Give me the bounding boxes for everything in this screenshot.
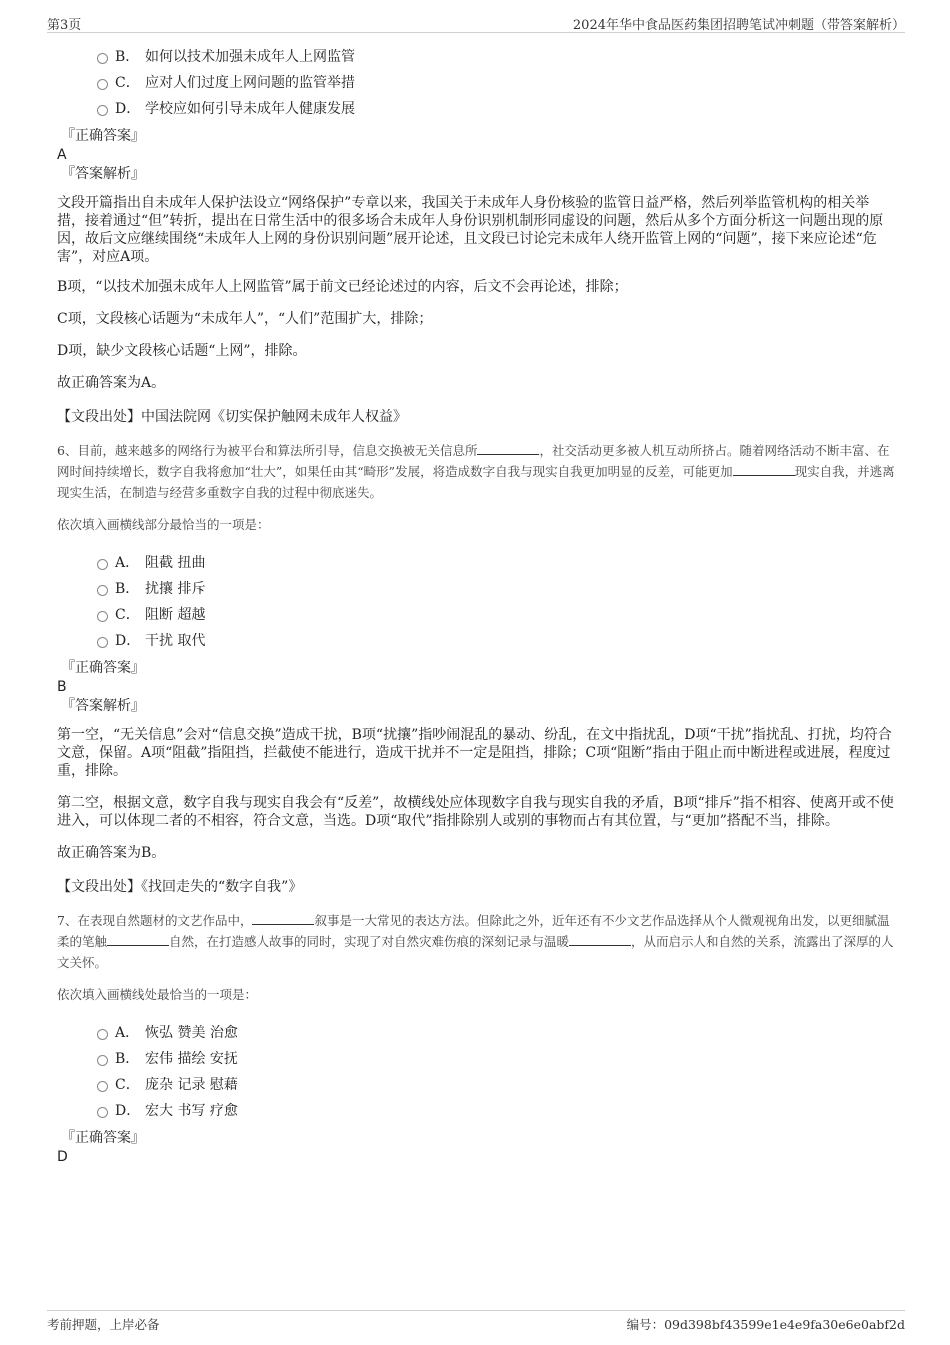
option-d[interactable]: D． 干扰 取代 xyxy=(57,628,897,654)
radio-icon[interactable] xyxy=(97,1029,108,1040)
page-footer xyxy=(47,1310,905,1335)
radio-icon[interactable] xyxy=(97,53,108,64)
fill-blank xyxy=(569,933,631,946)
radio-icon[interactable] xyxy=(97,105,108,116)
radio-icon[interactable] xyxy=(97,1055,108,1066)
radio-icon[interactable] xyxy=(97,1081,108,1092)
analysis-paragraph: B项，“以技术加强未成年人上网监管”属于前文已经论述过的内容，后文不会再论述，排除； xyxy=(57,279,628,295)
radio-icon[interactable] xyxy=(97,79,108,90)
option-d[interactable]: D． 宏大 书写 疗愈 xyxy=(57,1098,897,1124)
radio-icon[interactable] xyxy=(97,637,108,648)
option-c[interactable]: C． 阻断 超越 xyxy=(57,602,897,628)
analysis-paragraph: 第一空，“无关信息”会对“信息交换”造成干扰，B项“扰攘”指吵闹混乱的暴动、纷乱，在文中指扰乱，D项“干扰”指扰乱、打扰，均符合文意，保留。A项“阻截”指阻挡，拦截使不能进行，造成干扰并不一定是阻挡，排除；C项“阻断”指由于阻止而中断进程或进展，程度过重，排除。 xyxy=(57,727,892,779)
footer-slogan: 考前押题，上岸必备 xyxy=(47,1317,160,1332)
fill-blank xyxy=(252,912,314,925)
fill-blank xyxy=(107,933,169,946)
answer-label: 『正确答案』 xyxy=(61,660,145,676)
fill-blank xyxy=(477,442,539,455)
fill-blank xyxy=(733,463,795,476)
page-header xyxy=(47,12,905,33)
radio-icon[interactable] xyxy=(97,611,108,622)
option-c[interactable]: C． 应对人们过度上网问题的监管举措 xyxy=(57,70,897,96)
radio-icon[interactable] xyxy=(97,559,108,570)
answer-value: B xyxy=(57,679,67,695)
analysis-label: 『答案解析』 xyxy=(61,166,145,182)
question-prompt: 依次填入画横线部分最恰当的一项是： xyxy=(57,517,270,532)
question-7-text: 7、在表现自然题材的文艺作品中， 叙事是一大常见的表达方法。但除此之外，近年还有不少文艺作品选择从个人微观视角出发，以更细腻温柔的笔触 自然，在打造感人故事的同时，实现了对自然灾难伤痕的深刻记录与温暖 ，从而启示人和自然的关系，流露出了深厚的人文关怀。 xyxy=(57,913,894,970)
radio-icon[interactable] xyxy=(97,1107,108,1118)
analysis-conclusion: 故正确答案为A。 xyxy=(57,375,166,391)
answer-value: D xyxy=(57,1149,68,1165)
answer-label: 『正确答案』 xyxy=(61,128,145,144)
analysis-label: 『答案解析』 xyxy=(61,698,145,714)
option-d[interactable]: D． 学校应如何引导未成年人健康发展 xyxy=(57,96,897,122)
q5-options xyxy=(57,44,897,122)
option-b[interactable]: B． 如何以技术加强未成年人上网监管 xyxy=(57,44,897,70)
question-prompt: 依次填入画横线处最恰当的一项是： xyxy=(57,987,258,1002)
option-c[interactable]: C． 庞杂 记录 慰藉 xyxy=(57,1072,897,1098)
q6-options xyxy=(57,550,897,654)
option-a[interactable]: A． 恢弘 赞美 治愈 xyxy=(57,1020,897,1046)
answer-value: A xyxy=(57,147,67,163)
question-6-text: 6、目前，越来越多的网络行为被平台和算法所引导，信息交换被无关信息所 ，社交活动更多被人机互动所挤占。随着网络活动不断丰富、在网时间持续增长，数字自我将愈加“壮大”，如果任由其“畸形”发展，将造成数字自我与现实自我更加明显的反差，可能更加 现实自我，并逃离现实生活，在制造与经营多重数字自我的过程中彻底迷失。 xyxy=(57,443,895,500)
option-a[interactable]: A． 阻截 扭曲 xyxy=(57,550,897,576)
q7-options xyxy=(57,1020,897,1124)
source-citation: 【文段出处】《找回走失的“数字自我”》 xyxy=(57,879,303,895)
analysis-paragraph: C项，文段核心话题为“未成年人”，“人们”范围扩大，排除； xyxy=(57,311,433,327)
option-b[interactable]: B． 宏伟 描绘 安抚 xyxy=(57,1046,897,1072)
source-citation: 【文段出处】中国法院网《切实保护触网未成年人权益》 xyxy=(57,409,407,425)
analysis-conclusion: 故正确答案为B。 xyxy=(57,845,166,861)
analysis-paragraph: 文段开篇指出自未成年人保护法设立“网络保护”专章以来，我国关于未成年人身份核验的监管日益严格，然后列举监管机构的相关举措，接着通过“但”转折，提出在日常生活中的很多场合未成年人身份识别机制形同虚设的问题，然后从多个方面分析这一问题出现的原因，故后文应继续围绕“未成年人上网的身份识别问题”展开论述，且文段已讨论完未成年人绕开监管上网的“问题”，接下来应论述“危害”，对应A项。 xyxy=(57,195,884,265)
option-b[interactable]: B． 扰攘 排斥 xyxy=(57,576,897,602)
radio-icon[interactable] xyxy=(97,585,108,596)
page-content xyxy=(57,44,897,1167)
document-title: 2024年华中食品医药集团招聘笔试冲刺题（带答案解析） xyxy=(572,18,905,33)
answer-label: 『正确答案』 xyxy=(61,1130,145,1146)
analysis-paragraph: D项，缺少文段核心话题“上网”，排除。 xyxy=(57,343,307,359)
page-number: 第3页 xyxy=(47,18,82,33)
document-code: 编号：09d398bf43599e1e4e9fa30e6e0abf2d xyxy=(626,1317,905,1332)
analysis-paragraph: 第二空，根据文意，数字自我与现实自我会有“反差”，故横线处应体现数字自我与现实自我的矛盾，B项“排斥”指不相容、使离开或不使进入，可以体现二者的不相容，符合文意，当选。D项“取代”指排除别人或别的事物而占有其位置，与“更加”搭配不当，排除。 xyxy=(57,795,894,829)
